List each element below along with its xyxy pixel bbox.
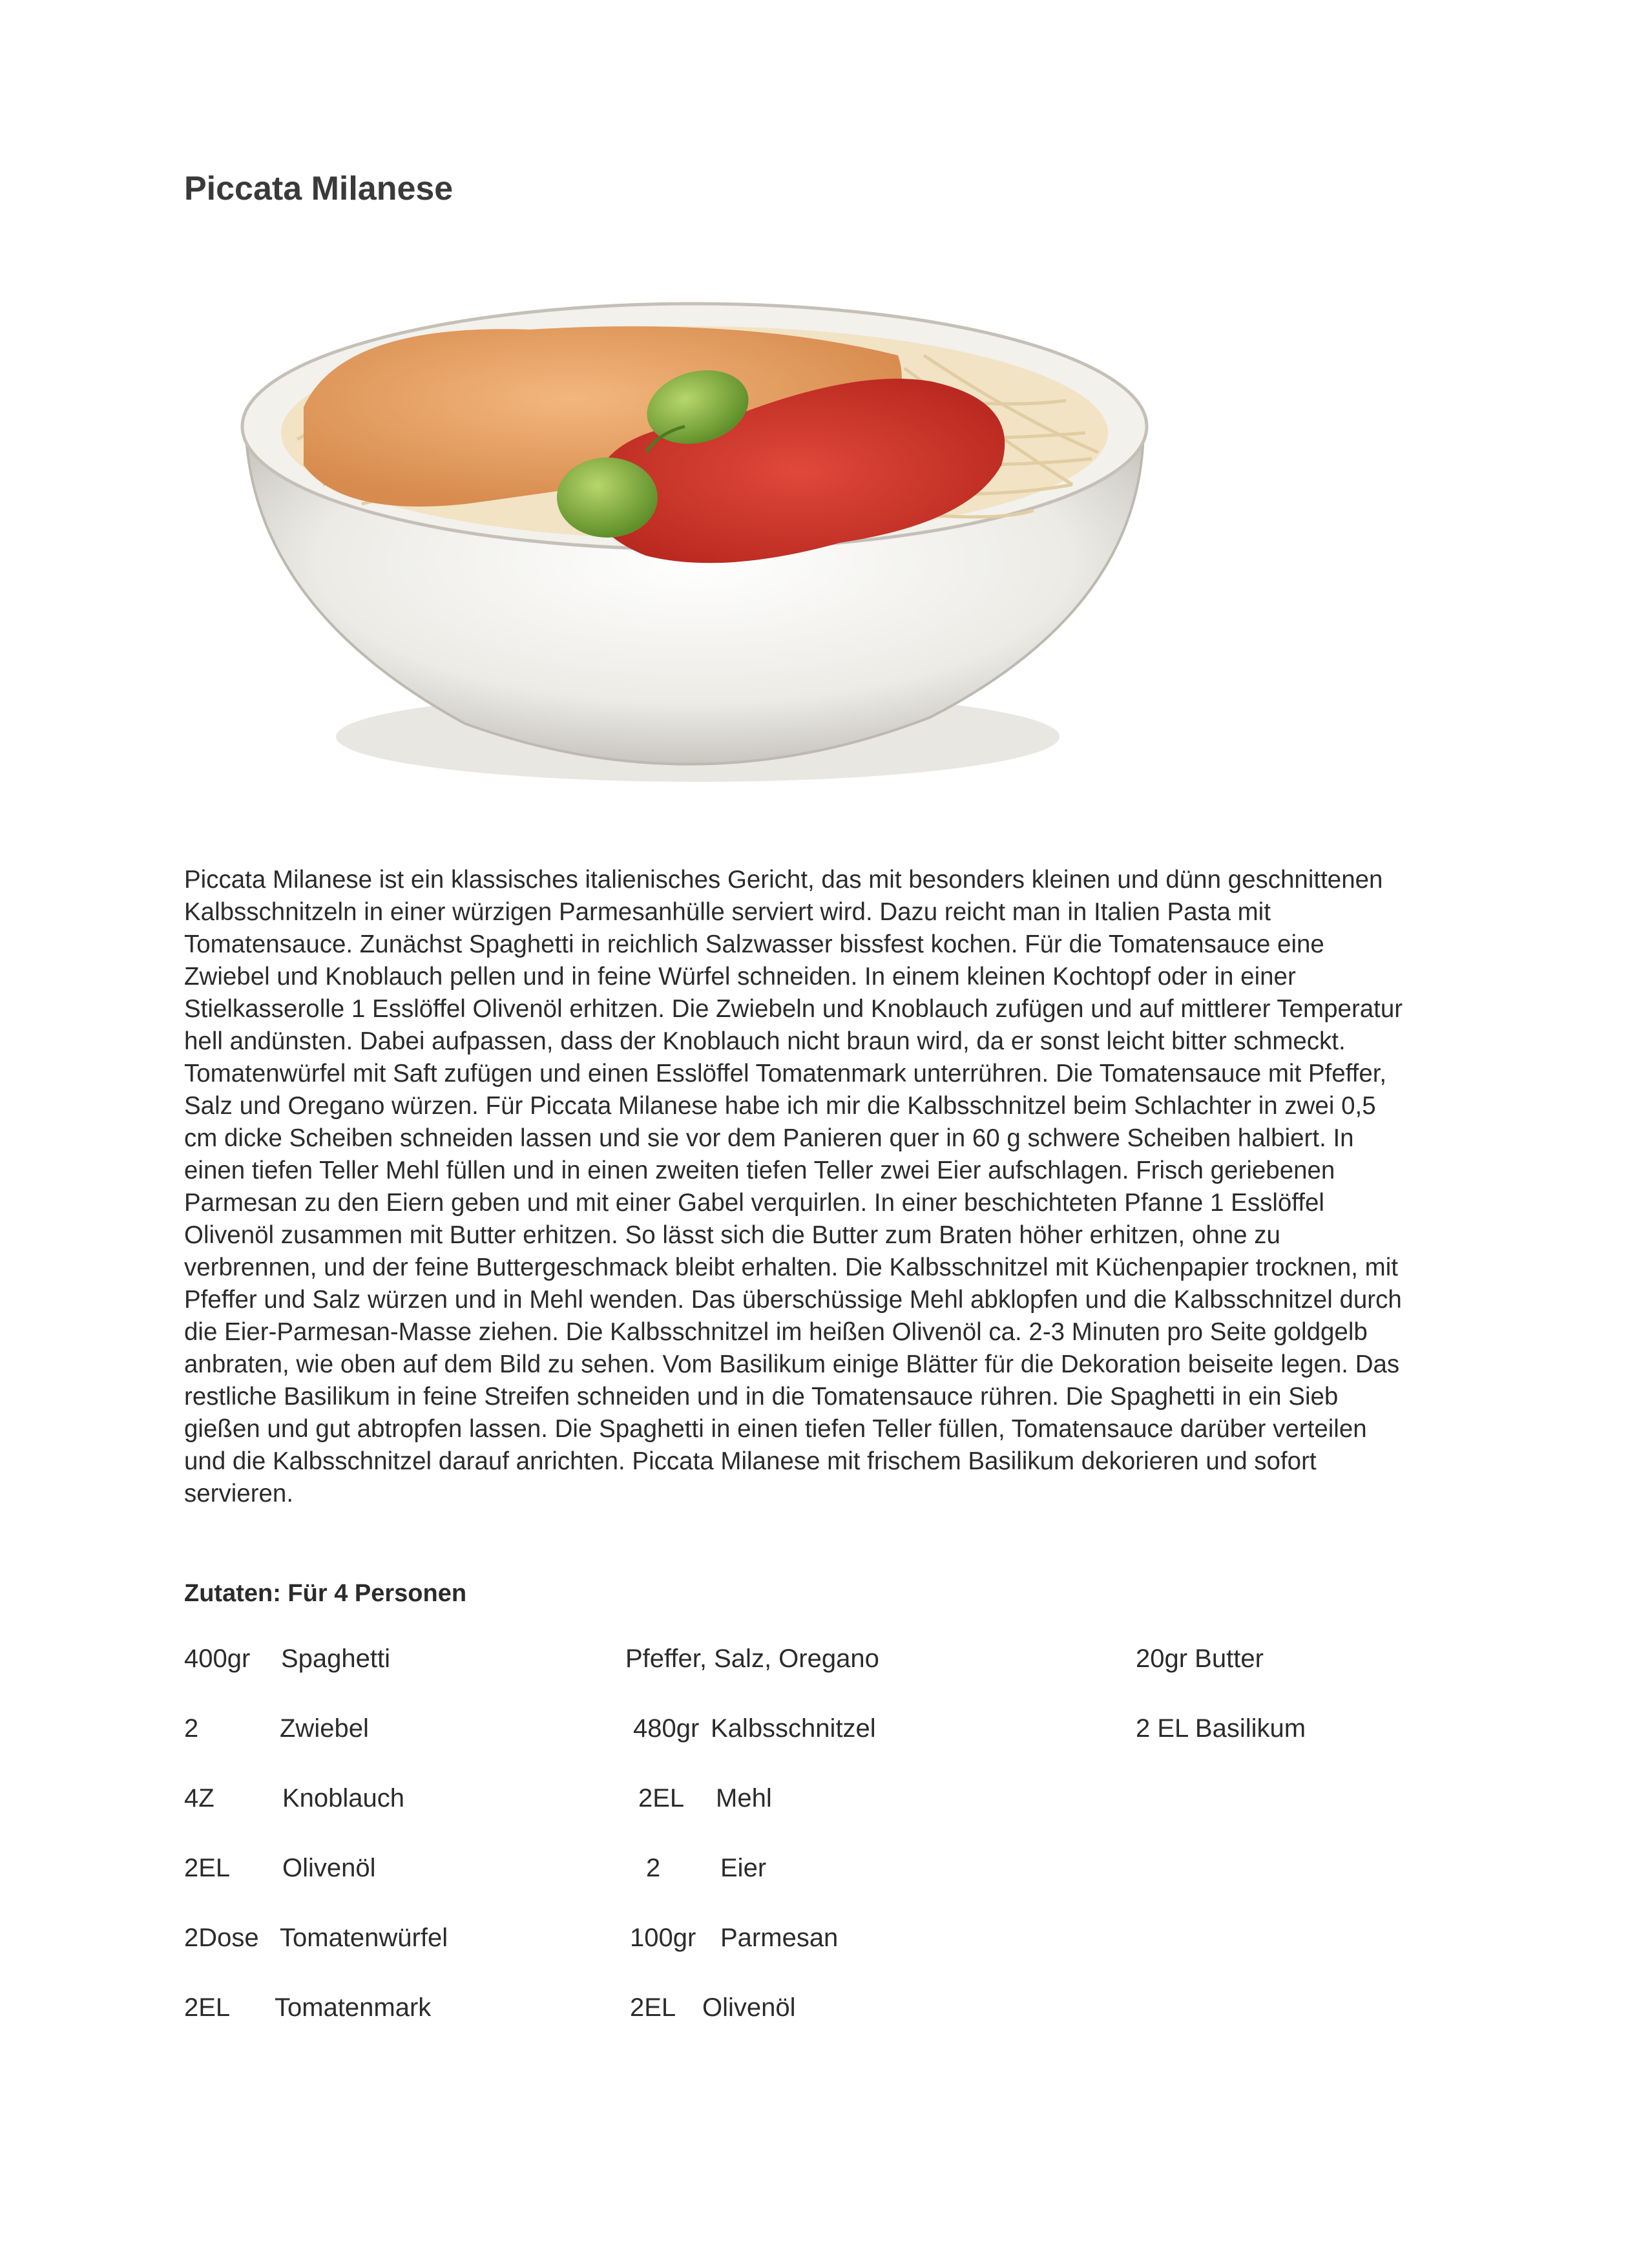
ingredient-name: Spaghetti <box>281 1644 391 1673</box>
ingredient-name: Olivenöl <box>702 1993 796 2022</box>
ingredient-name: Tomatenmark <box>275 1993 432 2022</box>
ingredient-name: Eier <box>720 1854 767 1882</box>
ingredient-qty: 2EL <box>184 1993 231 2022</box>
dish-photo-icon <box>194 271 1202 814</box>
ingredient-name: Kalbsschnitzel <box>711 1714 876 1743</box>
ingredient-item <box>184 1993 432 2022</box>
ingredient-qty: 2EL <box>638 1784 685 1812</box>
ingredient-text: 20gr Butter <box>1136 1644 1264 1673</box>
ingredient-qty: 4Z <box>184 1784 214 1812</box>
ingredient-qty: 100gr <box>630 1924 696 1952</box>
ingredient-item <box>184 1924 448 1953</box>
ingredient-item <box>184 1784 405 1813</box>
ingredient-item <box>630 1924 839 1953</box>
ingredients-heading: Zutaten: Für 4 Personen <box>184 1580 467 1607</box>
ingredient-item <box>1136 1644 1264 1674</box>
ingredient-item <box>184 1714 369 1743</box>
ingredient-name: Mehl <box>716 1784 772 1812</box>
recipe-title: Piccata Milanese <box>184 170 454 207</box>
ingredient-item <box>184 1644 391 1674</box>
ingredient-item <box>630 1993 796 2022</box>
ingredient-qty: 480gr <box>633 1714 700 1743</box>
ingredient-name: Tomatenwürfel <box>280 1924 448 1952</box>
ingredient-qty: 2 <box>646 1854 661 1882</box>
basil-leaf-2 <box>557 457 658 538</box>
ingredient-name: Knoblauch <box>282 1784 405 1812</box>
ingredient-item <box>633 1714 876 1743</box>
ingredient-name: Olivenöl <box>282 1854 376 1882</box>
ingredient-qty: 400gr <box>184 1644 251 1673</box>
recipe-description: Piccata Milanese ist ein klassisches italienisches Gericht, das mit besonders kleinen und dünn geschnittenen Kalbsschnitzeln in einer würzigen Parmesanhülle serviert wird. Dazu reicht man in Italien Pasta mit Tomatensauce. Zunächst Spaghetti in reichlich Salzwasser bissfest kochen. Für die Tomatensauce eine Zwiebel und Knoblauch pellen und in feine Würfel schneiden. In einem kleinen Kochtopf oder in einer Stielkasserolle 1 Esslöffel Olivenöl erhitzen. Die Zwiebeln und Knoblauch zufügen und auf mittlerer Temperatur hell andünsten. Dabei aufpassen, dass der Knoblauch nicht braun wird, da er sonst leicht bitter schmeckt. Tomatenwürfel mit Saft zufügen und einen Esslöffel Tomatenmark unterrühren. Die Tomatensauce mit Pfeffer, Salz und Oregano würzen. Für Piccata Milanese habe ich mir die Kalbsschnitzel beim Schlachter in zwei 0,5 cm dicke Scheiben schneiden lassen und sie vor dem Panieren quer in 60 g schwere Scheiben halbiert. In einen tiefen Teller Mehl füllen und in einen zweiten tiefen Teller zwei Eier aufschlagen. Frisch geriebenen Parmesan zu den Eiern geben und mit einer Gabel verquirlen. In einer beschichteten Pfanne 1 Esslöffel Olivenöl zusammen mit Butter erhitzen. So lässt sich die Butter zum Braten höher erhitzen, ohne zu verbrennen, und der feine Buttergeschmack bleibt erhalten. Die Kalbsschnitzel mit Küchenpapier trocknen, mit Pfeffer und Salz würzen und in Mehl wenden. Das überschüssige Mehl abklopfen und die Kalbsschnitzel durch die Eier-Parmesan-Masse ziehen. Die Kalbsschnitzel im heißen Olivenöl ca. 2-3 Minuten pro Seite goldgelb anbraten, wie oben auf dem Bild zu sehen. Vom Basilikum einige Blätter für die Dekoration beiseite legen. Das restliche Basilikum in feine Streifen schneiden und in die Tomatensauce rühren. Die Spaghetti in ein Sieb gießen und gut abtropfen lassen. Die Spaghetti in einen tiefen Teller füllen, Tomatensauce darüber verteilen und die Kalbsschnitzel darauf anrichten. Piccata Milanese mit frischem Basilikum dekorieren und sofort servieren. <box>184 866 1403 1507</box>
ingredient-qty: 2 <box>184 1714 199 1743</box>
ingredient-item <box>625 1644 879 1674</box>
ingredient-qty: 2EL <box>630 1993 676 2022</box>
ingredient-name: Parmesan <box>720 1924 839 1952</box>
ingredient-item <box>638 1784 772 1813</box>
ingredient-text: Pfeffer, Salz, Oregano <box>625 1644 879 1673</box>
ingredient-name: Zwiebel <box>280 1714 369 1743</box>
ingredient-qty: 2EL <box>184 1854 231 1882</box>
ingredient-qty: 2Dose <box>184 1924 259 1952</box>
ingredient-item <box>184 1854 376 1883</box>
ingredient-text: 2 EL Basilikum <box>1136 1714 1306 1743</box>
ingredient-item <box>1136 1714 1306 1743</box>
ingredient-item <box>646 1854 767 1883</box>
